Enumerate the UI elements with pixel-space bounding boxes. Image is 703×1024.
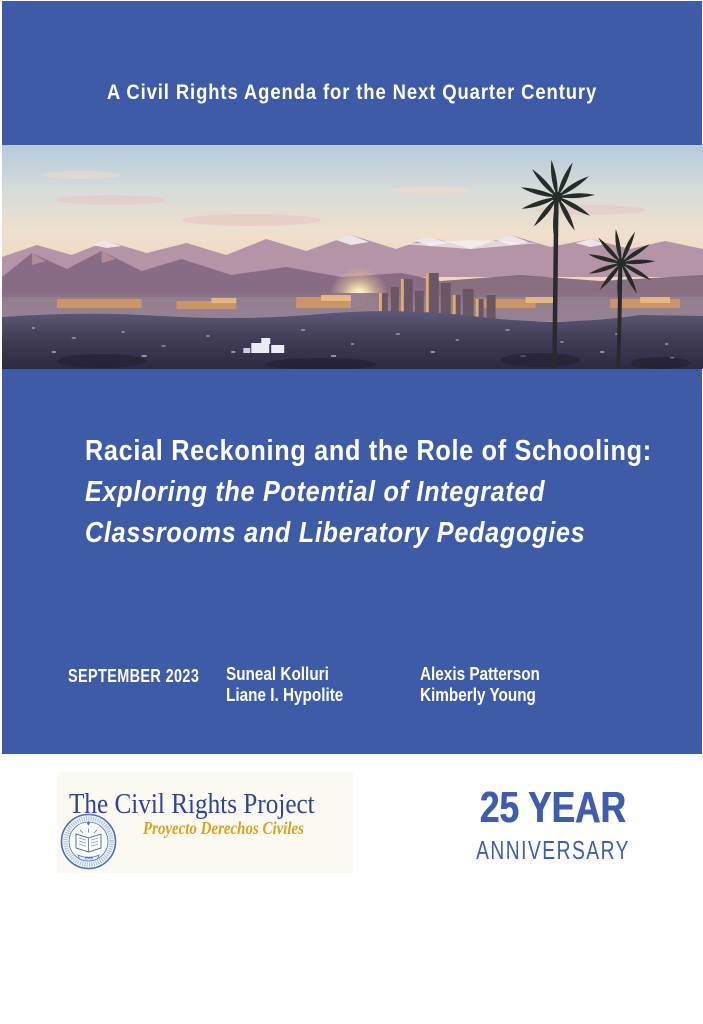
skyline-illustration <box>2 145 703 369</box>
anniversary-mark <box>448 783 658 865</box>
title-section <box>2 369 702 754</box>
publication-date: SEPTEMBER 2023 <box>68 666 200 686</box>
title-line-3: Classrooms and Liberatory Pedagogies <box>85 517 586 549</box>
author-name: Liane I. Hypolite <box>226 685 344 705</box>
uc-seal-icon <box>60 813 117 870</box>
org-wordmark: The Civil Rights Project <box>69 789 315 820</box>
anniversary-25-year: 25 YEAR <box>479 783 627 832</box>
header-banner <box>2 1 702 145</box>
report-title <box>85 431 652 554</box>
crp-logo <box>57 772 353 873</box>
author-name: Suneal Kolluri <box>226 664 329 684</box>
title-line-2: Exploring the Potential of Integrated <box>85 476 546 508</box>
author-name: Alexis Patterson <box>420 664 540 684</box>
authors-column-1 <box>226 664 343 706</box>
banner-tagline: A Civil Rights Agenda for the Next Quarter Century <box>106 81 598 104</box>
authors-column-2 <box>420 664 540 706</box>
org-subtitle: Proyecto Derechos Civiles <box>143 818 304 838</box>
anniversary-label: ANNIVERSARY <box>476 835 630 865</box>
author-name: Kimberly Young <box>420 685 536 705</box>
seal-year: 1868 <box>84 855 93 861</box>
la-skyline-sunset-photo <box>2 145 703 369</box>
title-line-1: Racial Reckoning and the Role of Schooling: <box>85 435 652 467</box>
